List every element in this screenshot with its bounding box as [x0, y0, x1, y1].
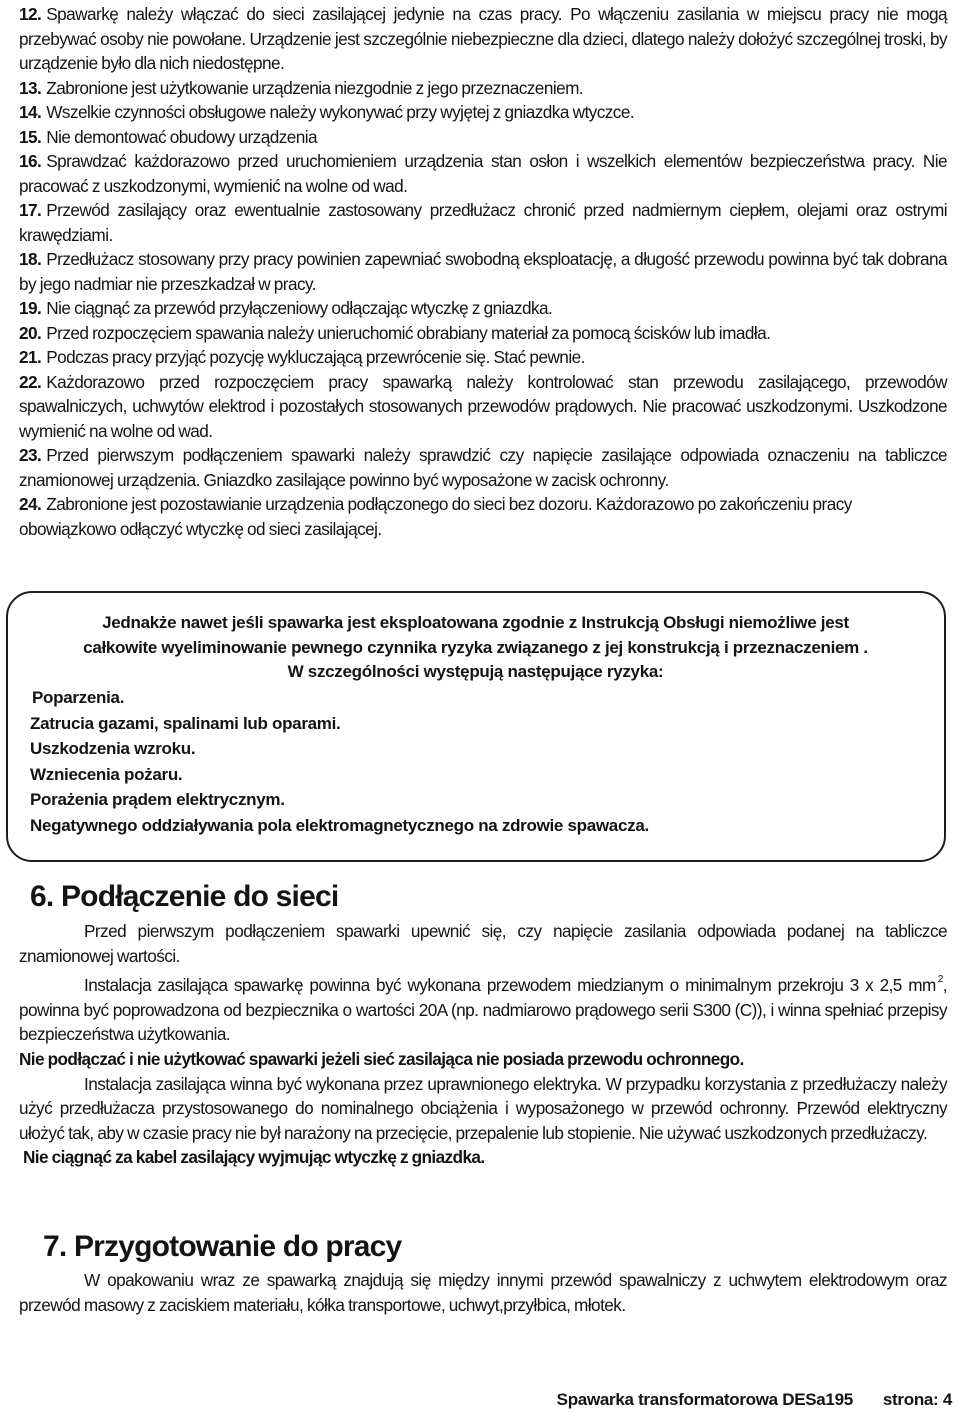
rule-text: Każdorazowo przed rozpoczęciem pracy spawarką należy kontrolować stan przewodu zasilającego, przewodów spawalniczych, uchwytów elektrod i pozostałych stosowanych przewodów prądowych. Nie pracować uszkodzonymi. Uszkodzone wymienić na wolne od wad. — [19, 371, 947, 441]
risk-intro-line: Jednakże nawet jeśli spawarka jest eksploatowana zgodnie z Instrukcją Obsługi niemożliwe jest — [102, 613, 849, 632]
footer-page-number: strona: 4 — [882, 1390, 952, 1409]
rule-text: Spawarkę należy włączać do sieci zasilającej jedynie na czas pracy. Po włączeniu zasilania w miejscu pracy nie mogą przebywać osoby nie powołane. Urządzenie jest szczególnie niebezpieczne dla dzieci, dlatego należy dołożyć szczególnej troski, by urządzenie było dla nich niedostępne. — [19, 4, 947, 73]
rule-text: Podczas pracy przyjąć pozycję wykluczającą przewrócenie się. Stać pewnie. — [46, 347, 585, 367]
section-6-paragraph: Instalacja zasilająca winna być wykonana przez uprawnionego elektryka. W przypadku korzystania z przedłużaczy należy użyć przedłużacza przystosowanego do nominalnego obciążenia i wyposażonego w przewód ochronny. Przewód elektryczny ułożyć tak, aby w czasie pracy nie był narażony na przecięcie, przepalenie lub stopienie. Nie używać uszkodzonych przedłużaczy. — [19, 1073, 947, 1143]
rule-number: 17. — [19, 200, 42, 220]
rule-item-18 — [19, 247, 947, 296]
paragraph-text: Instalacja zasilająca spawarkę powinna być wykonana przewodem miedzianym o minimalnym przekroju 3 x 2,5 mm — [84, 975, 936, 996]
rule-text: Przed pierwszym podłączeniem spawarki należy sprawdzić czy napięcie zasilające odpowiada oznaczeniu na tabliczce znamionowej urządzenia. Gniazdko zasilające powinno być wyposażone w zacisk ochronny. — [19, 445, 947, 490]
risk-item — [16, 787, 649, 813]
rule-number: 24. — [19, 494, 42, 514]
rule-number: 22. — [19, 371, 42, 392]
risk-item — [16, 711, 649, 737]
risk-intro-line: całkowite wyeliminowanie pewnego czynnika ryzyka związanego z jej konstrukcją i przeznaczeniem . — [83, 637, 868, 657]
rule-item-16 — [19, 149, 947, 198]
risk-text: Zatrucia gazami, spalinami lub oparami. — [30, 713, 341, 733]
risk-item — [16, 762, 649, 788]
risk-intro-line: W szczególności występują następujące ryzyka: — [287, 662, 664, 681]
rule-item-13 — [19, 76, 947, 101]
rule-text: Przewód zasilający oraz ewentualnie zastosowany przedłużacz chronić przed nadmiernym ciepłem, olejami oraz ostrymi krawędziami. — [19, 200, 947, 245]
rule-text: Zabronione jest użytkowanie urządzenia niezgodnie z jego przeznaczeniem. — [46, 77, 584, 98]
superscript: 2 — [937, 974, 943, 986]
rule-text: Wszelkie czynności obsługowe należy wykonywać przy wyjętej z gniazdka wtyczce. — [46, 102, 635, 122]
section-6-warning: Nie podłączać i nie użytkować spawarki jeżeli sieć zasilająca nie posiada przewodu ochronnego. — [19, 1048, 744, 1069]
page-footer — [557, 1390, 952, 1410]
rule-text: Przed rozpoczęciem spawania należy unieruchomić obrabiany materiał za pomocą ścisków lub imadła. — [46, 322, 771, 343]
section-6-warning: Nie ciągnąć za kabel zasilający wyjmując wtyczkę z gniazdka. — [23, 1147, 485, 1168]
section-7-heading: 7. Przygotowanie do pracy — [43, 1230, 402, 1263]
rule-number: 20. — [19, 322, 42, 343]
risk-text: Porażenia prądem elektrycznym. — [30, 790, 285, 810]
rule-item-23 — [19, 443, 947, 492]
section-6-paragraph — [19, 968, 947, 1047]
rule-number: 13. — [19, 77, 42, 98]
section-7-paragraph: W opakowaniu wraz ze spawarką znajdują się między innymi przewód spawalniczy z uchwytem elektrodowym oraz przewód masowy z zaciskiem materiału, kółka transportowe, uchwyt,przyłbica, młotek. — [19, 1270, 947, 1315]
risk-item — [16, 736, 649, 762]
rule-text: Nie demontować obudowy urządzenia — [46, 126, 318, 147]
rule-text: Sprawdzać każdorazowo przed uruchomieniem urządzenia stan osłon i wszelkich elementów bezpieczeństwa pracy. Nie pracować z uszkodzonymi, wymienić na wolne od wad. — [19, 151, 947, 196]
rule-number: 14. — [19, 102, 42, 122]
risk-text: Negatywnego oddziaływania pola elektromagnetycznego na zdrowie spawacza. — [30, 815, 649, 835]
safety-rules-list — [19, 2, 947, 541]
risk-text: Poparzenia. — [32, 688, 125, 707]
rule-number: 21. — [19, 347, 42, 367]
rule-number: 18. — [19, 249, 42, 269]
section-6-paragraph: Przed pierwszym podłączeniem spawarki upewnić się, czy napięcie zasilania odpowiada podanej na tabliczce znamionowej wartości. — [19, 921, 947, 966]
rule-number: 16. — [19, 151, 42, 171]
footer-product-name: Spawarka transformatorowa DESa195 — [556, 1390, 853, 1409]
paragraph-text: , powinna być poprowadzona od bezpiecznika o wartości 20A (np. nadmiarowo prądowego serii S300 (C)), i winna spełniać przepisy bezpieczeństwa użytkowania. — [19, 975, 947, 1045]
risk-list — [16, 685, 649, 839]
rule-item-17 — [19, 198, 947, 247]
rule-item-15 — [19, 125, 947, 150]
rule-number: 19. — [19, 298, 42, 318]
rule-item-22 — [19, 370, 947, 444]
risk-text: Wzniecenia pożaru. — [30, 764, 183, 784]
rule-item-19 — [19, 296, 947, 321]
rule-number: 23. — [19, 445, 42, 465]
risk-warning-box — [6, 591, 946, 862]
section-6-body — [19, 919, 947, 1170]
rule-item-24 — [19, 492, 947, 541]
rule-item-20 — [19, 321, 947, 346]
risk-intro — [8, 611, 943, 685]
rule-text: Zabronione jest pozostawianie urządzenia podłączonego do sieci bez dozoru. Każdorazowo po zakończeniu pracy obowiązkowo odłączyć wtyczkę od sieci zasilającej. — [19, 494, 852, 539]
section-7-body — [19, 1268, 947, 1317]
rule-text: Przedłużacz stosowany przy pracy powinien zapewniać swobodną eksploatację, a długość przewodu powinna być tak dobrana by jego nadmiar nie przeszkadzał w pracy. — [19, 249, 947, 294]
rule-number: 15. — [19, 126, 42, 147]
risk-text: Uszkodzenia wzroku. — [30, 739, 196, 759]
risk-item — [16, 685, 649, 711]
section-6-heading: 6. Podłączenie do sieci — [30, 880, 339, 913]
rule-number: 12. — [19, 4, 42, 24]
rule-text: Nie ciągnąć za przewód przyłączeniowy odłączając wtyczkę z gniazdka. — [46, 298, 553, 318]
rule-item-12 — [19, 2, 947, 76]
rule-item-21 — [19, 345, 947, 370]
rule-item-14 — [19, 100, 947, 125]
risk-item — [16, 813, 649, 839]
